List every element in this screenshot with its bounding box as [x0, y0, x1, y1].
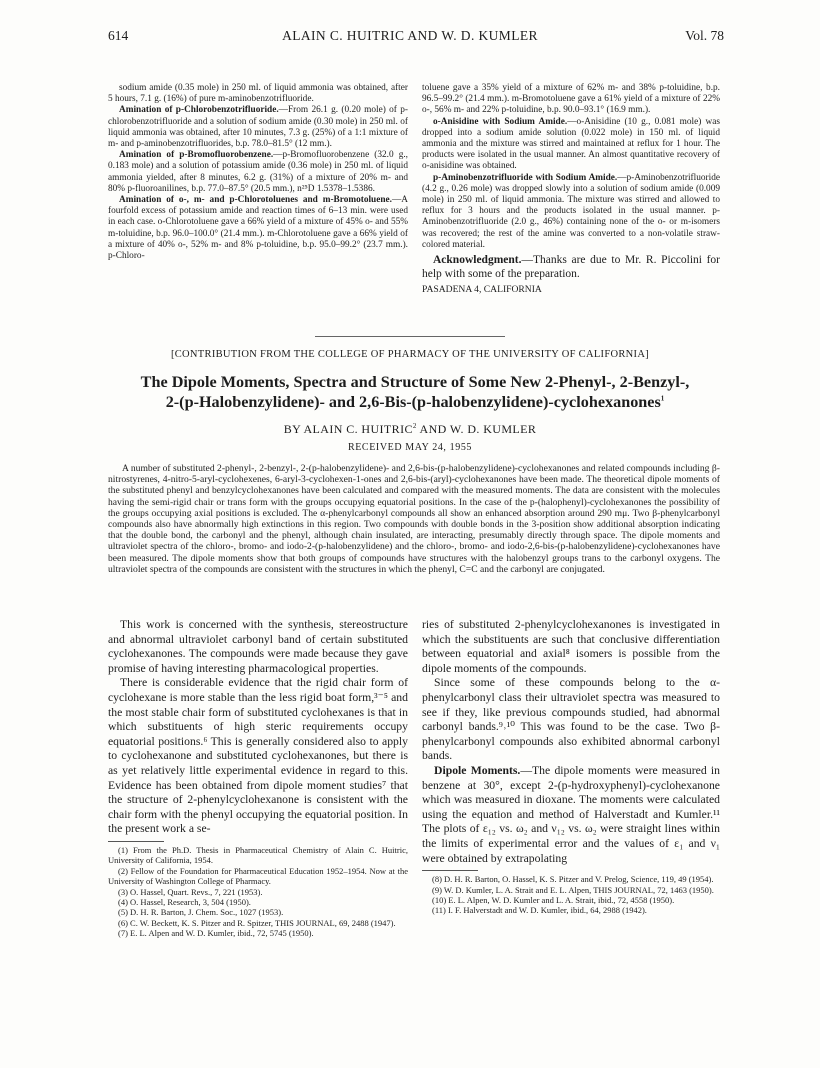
byline: BY ALAIN C. HUITRIC$^2$ AND W. D. KUMLER: [283, 422, 537, 436]
footnote: (5) D. H. R. Barton, J. Chem. Soc., 1027 (1953).: [118, 907, 284, 918]
paragraph-heading: Dipole Moments.: [434, 763, 521, 777]
footnote: (6) C. W. Beckett, K. S. Pitzer and R. Spitzer, THIS JOURNAL, 69, 2488 (1947).: [118, 917, 396, 928]
volume-label: Vol. 78: [685, 28, 724, 43]
title-line-1: The Dipole Moments, Spectra and Structure of Some New 2-Phenyl-, 2-Benzyl-,: [140, 373, 690, 391]
footnote: (11) I. F. Halverstadt and W. D. Kumler, ibid., 64, 2988 (1942).: [432, 905, 647, 916]
body-right-paragraphs: [422, 618, 720, 866]
paragraph: [108, 150, 408, 195]
article-title: [96, 372, 734, 412]
footnote: (3) O. Hassel, Quart. Revs., 7, 221 (1953).: [118, 886, 263, 897]
footnote: (1) From the Ph.D. Thesis in Pharmaceutical Chemistry of Alain C. Huitric, University of California, 1954.: [108, 844, 408, 866]
acknowledgment-text: —Thanks are due to Mr. R. Piccolini for help with some of the preparation.: [422, 254, 720, 281]
paragraph-text: —p-Bromofluorobenzene (32.0 g., 0.183 mole) and a solution of potassium amide (0.36 mole) in 250 ml. of liquid ammonia yielded, after 8 minutes, 6.2 g. (31%) of a mixture of 20% m- and 80% p-fluoroanilines, b.p. 77.0–87.5° (20.5 mm.), n²⁵D 1.5378–1.5386.: [108, 150, 408, 194]
paragraph-text: —A fourfold excess of potassium amide and reaction times of 6–13 min. were used in each case. o-Chlorotoluene gave a 66% yield of a mixture of 45% o- and 55% m-toluidine, b.p. 96.0–100.0° (21.4 mm.). m-Chlorotoluene gave a 66% yield of a mixture of 40% o-, 52% m- and 8% p-toluidine, b.p. 95.0–99.2° (23.7 mm.). p-Chloro-: [108, 195, 408, 262]
affiliation-place: PASADENA 4, CALIFORNIA: [422, 284, 542, 296]
paragraph: [422, 676, 720, 764]
paragraph: [422, 618, 720, 676]
footnote: (10) E. L. Alpen, W. D. Kumler and L. A. Strait, ibid., 72, 4558 (1950).: [432, 894, 675, 905]
running-header-authors: ALAIN C. HUITRIC AND W. D. KUMLER: [282, 28, 538, 43]
footnote: (9) W. D. Kumler, L. A. Strait and E. L. Alpen, THIS JOURNAL, 72, 1463 (1950).: [432, 884, 714, 895]
footnotes-left: [108, 845, 408, 939]
paragraph: [422, 764, 720, 866]
paragraph-heading: p-Aminobenzotrifluoride with Sodium Amide.: [433, 172, 618, 183]
paragraph: [108, 105, 408, 150]
paragraph-text: —From 26.1 g. (0.20 mole) of p-chlorobenzotrifluoride and a solution of sodium amide (0.30 mole) in 250 ml. of liquid ammonia was obtained, after 10 minutes, 7.3 g. (25%) of a 1:1 mixture of m- and p-aminobenzotrifluorides, b.p. 78.0–81.5° (12 mm.).: [108, 105, 408, 150]
paragraph: [422, 173, 720, 251]
paragraph-text: Since some of these compounds belong to the α-phenylcarbonyl class their ultraviolet spectra was measured to see if they, like previous compounds studied, had abnormal carbonyl bands.⁹˒¹⁰ This was found to be the case. Two β-phenylcarbonyl compounds also exhibited abnormal carbonyl bands.: [422, 676, 720, 763]
paragraph-text: —o-Anisidine (10 g., 0.081 mole) was dropped into a sodium amide solution (0.022 mole) in 150 ml. of liquid ammonia and the mixture was stirred and maintained at reflux for 1 hour. The products were isolated in the usual manner. An almost quantitative recovery of o-anisidine was obtained.: [422, 116, 720, 172]
body-left-paragraphs: [108, 618, 408, 837]
abstract: A number of substituted 2-phenyl-, 2-benzyl-, 2-(p-halobenzylidene)- and 2,6-bis-(p-halobenzylidene)-cyclohexanones and related compounds including β-nitrostyrenes, 4-nitro-5-aryl-cyclohexenes, 6-aryl-3-cyclohexen-1-ones and 2,6-bis-(aryl)-cyclohexanones have been made. The theoretical dipole moments of the substituted phenyl and benzylcyclohexanones have been calculated and compared with the measured moments. The data are consistent with the molecules having the semi-rigid chair or trans form with the groups occupying equatorial positions. In the case of the p-(halophenyl)-cyclohexanones the possibility of the groups occupying axial positions is excluded. The α-phenylcarbonyl compounds all show an enhanced absorption around 290 mμ. Two β-phenylcarbonyl compounds also have abnormally high extinctions in this region. Two compounds with double bonds in the 3-position show additional absorption indicating that the double bond, the carbonyl and the phenyl, although chain insulated, are interacting, presumably directly through space. The dipole moments and ultraviolet spectra of the chloro-, bromo- and iodo-2-(p-halobenzylidene) and the chloro-, bromo- and iodo-2,6-bis-(p-halobenzylidene)-cyclohexanones have been measured. The dipole moments show that both groups of compounds have structures with the halobenzyl groups trans to the carbonyl oxygens. The ultraviolet spectra of the compounds are consistent with the structures in which the phenyl, C=C and the carbonyl are conjugated.: [108, 463, 720, 575]
paragraph: [422, 83, 720, 117]
top-right-paragraphs: [422, 83, 720, 251]
title-footnote-mark: 1: [660, 394, 665, 403]
footnote: (2) Fellow of the Foundation for Pharmaceutical Education 1952–1954. Now at the University of Washington College of Pharmacy.: [108, 865, 408, 887]
body-right-column: [422, 618, 720, 916]
paragraph-heading: Amination of p-Chlorobenzotrifluoride.: [119, 105, 279, 116]
footnote: (7) E. L. Alpen and W. D. Kumler, ibid., 72, 5745 (1950).: [118, 928, 314, 939]
paragraph: [422, 117, 720, 173]
body-left-column: [108, 618, 408, 939]
paragraph-text: —The dipole moments were measured in benzene at 30°, except 2-(p-hydroxyphenyl)-cyclohexanone which was measured in dioxane. The moments were calculated using the equation and method of Halverstadt and Kumler.¹¹ The plots of ε₁₂ vs. ω₂ and ν₁₂ vs. ω₂ were straight lines within the limits of experimental error and the values of ε₁ and ν₁ were obtained by extrapolating: [422, 763, 720, 865]
paragraph-text: This work is concerned with the synthesis, stereostructure and abnormal ultraviolet carbonyl band of certain substituted cyclohexanones. The compounds were made because they gave promise of having interesting pharmacological properties.: [108, 618, 408, 675]
top-left-column: [108, 83, 408, 262]
paragraph-text: ries of substituted 2-phenylcyclohexanones is investigated in which the substituents are such that conclusive differentiation between equatorial and axial⁸ isomers is possible from the dipole moments of the compounds.: [422, 618, 720, 675]
title-line-2: 2-(p-Halobenzylidene)- and 2,6-Bis-(p-halobenzylidene)-cyclohexanones$^1$: [165, 393, 665, 411]
paragraph-heading: Amination of o-, m- and p-Chlorotoluenes and m-Bromotoluene.: [119, 195, 392, 206]
contribution-line: [CONTRIBUTION FROM THE COLLEGE OF PHARMACY OF THE UNIVERSITY OF CALIFORNIA]: [170, 349, 650, 360]
footnote-rule: [108, 841, 164, 842]
paragraph-text: There is considerable evidence that the rigid chair form of cyclohexane is more stable than the less rigid boat form,³⁻⁵ and the most stable chair form of substituted cyclohexanes is that in which substituents of high steric requirements occupy equatorial positions.⁶ This is generally considered also to apply to cyclohexanone and substituted cyclohexanones, but there is as yet relatively little experimental evidence in regard to this. Evidence has been obtained from dipole moment studies⁷ that the structure of 2-phenylcyclohexanone is consistent with the chair form with the phenyl occupying the equatorial position. In the present work a se-: [108, 676, 408, 836]
byline-footnote-mark: 2: [412, 422, 417, 430]
footnote: (8) D. H. R. Barton, O. Hassel, K. S. Pitzer and V. Prelog, Science, 119, 49 (1954).: [432, 874, 714, 885]
page-number: 614: [108, 28, 129, 43]
paragraph: [108, 83, 408, 105]
acknowledgment-heading: Acknowledgment.: [433, 254, 522, 267]
section-divider: [315, 336, 505, 337]
paragraph: [108, 195, 408, 262]
paragraph-heading: o-Anisidine with Sodium Amide.: [433, 116, 568, 127]
paragraph-text: toluene gave a 35% yield of a mixture of 62% m- and 38% p-toluidine, b.p. 96.5–99.2° (21.4 mm.). m-Bromotoluene gave a 61% yield of a mixture of 22% o-, 56% m- and 22% p-toluidine, b.p. 90.0–93.1° (16.9 mm.).: [422, 83, 720, 116]
acknowledgment: [422, 253, 720, 281]
paragraph: [108, 676, 408, 837]
footnotes-right: [422, 874, 720, 916]
received-date: RECEIVED MAY 24, 1955: [347, 442, 473, 453]
footnote-rule: [422, 870, 478, 871]
top-right-column: [422, 83, 720, 295]
paragraph-text: —p-Aminobenzotrifluoride (4.2 g., 0.26 mole) was dropped slowly into a solution of sodium amide (0.009 mole) in 250 ml. of liquid ammonia. The mixture was stirred and allowed to reflux for 3 hours and the products isolated in the usual manner. p-Aminobenzotrifluoride (2.0 g., 46%) containing none of the o- or m-isomers was recovered; the rest of the amine was converted to a non-volatile straw-colored material.: [422, 172, 720, 250]
paragraph-text: sodium amide (0.35 mole) in 250 ml. of liquid ammonia was obtained, after 5 hours, 7.1 g. (16%) of pure m-aminobenzotrifluoride.: [108, 83, 408, 105]
paragraph-heading: Amination of p-Bromofluorobenzene.: [119, 150, 274, 161]
footnote: (4) O. Hassel, Research, 3, 504 (1950).: [118, 896, 251, 907]
paragraph: [108, 618, 408, 676]
